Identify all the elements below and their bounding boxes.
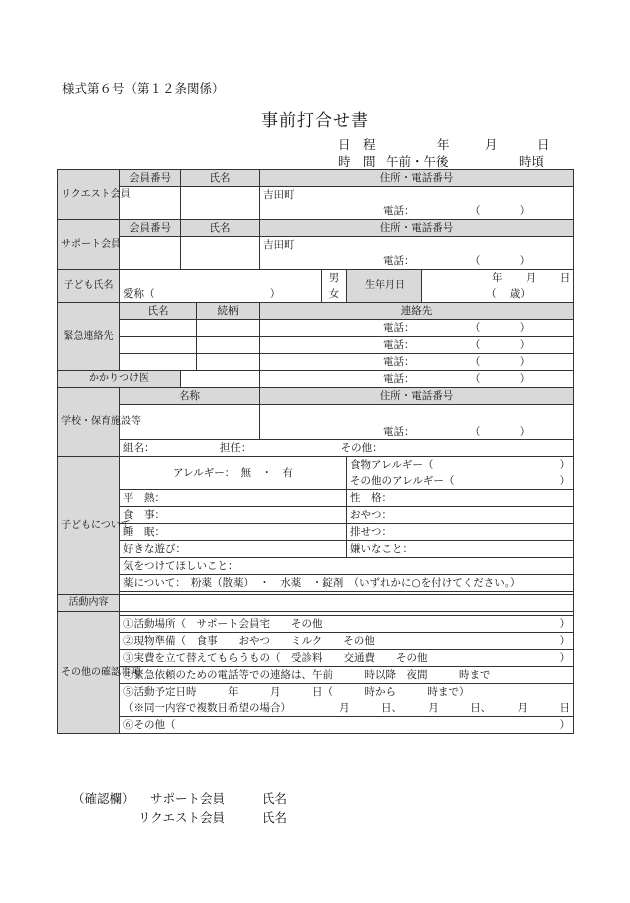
meal-cell[interactable]: 食 事： — [120, 507, 347, 524]
child-birth-label: 生年月日 — [347, 270, 422, 303]
emergency-phone-cell[interactable] — [260, 320, 574, 337]
emergency-relation-cell[interactable] — [197, 354, 260, 371]
about-child-label: 子どもについて — [58, 457, 120, 595]
emergency-row — [58, 354, 574, 371]
child-age-open: （ — [486, 288, 497, 300]
request-col-name: 氏名 — [181, 170, 260, 187]
form-id: 様式第６号（第１２条関係） — [62, 81, 225, 96]
confirm-items-label: その他の確認事項 — [58, 612, 120, 734]
activity-label: 活動内容 — [58, 595, 120, 612]
multiple-dates-fields: 月 日、 月 日、 月 日 — [339, 702, 571, 714]
child-sex-male[interactable]: 男 — [322, 270, 347, 287]
child-name-label: 子ども氏名 — [58, 270, 120, 303]
confirm-item-other-text: ⑥その他（ — [123, 719, 176, 731]
school-phone-cell[interactable] — [260, 405, 574, 440]
favorite-play-cell[interactable]: 好きな遊び： — [120, 541, 347, 558]
emergency-contact-label: 緊急連絡先 — [58, 303, 120, 371]
sleep-cell[interactable]: 睡 眠： — [120, 524, 347, 541]
support-col-name: 氏名 — [181, 220, 260, 237]
school-teacher-label: 担任： — [219, 442, 252, 454]
request-phone-close: ） — [519, 205, 531, 217]
date-month: 月 — [485, 137, 498, 152]
support-member-label: サポート会員 — [58, 220, 120, 270]
confirm-item-expenses-close: ） — [559, 652, 571, 664]
confirm-item-expenses[interactable] — [120, 650, 574, 667]
emergency-name-cell[interactable] — [120, 337, 197, 354]
school-class-row[interactable] — [120, 440, 574, 457]
support-phone-open: （ — [469, 255, 481, 267]
request-col-address: 住所・電話番号 — [260, 170, 574, 187]
emergency-phone-label: 電話： — [383, 322, 415, 334]
emergency-relation-cell[interactable] — [197, 320, 260, 337]
emergency-phone-close: ） — [519, 322, 531, 334]
doctor-phone-label: 電話： — [383, 373, 415, 385]
other-allergy-close: ） — [559, 475, 571, 487]
emergency-name-cell[interactable] — [120, 354, 197, 371]
child-birth-year: 年 — [492, 272, 503, 284]
school-col-name: 名称 — [120, 388, 260, 405]
multiple-dates-note: （※同一内容で複数日希望の場合） — [123, 702, 291, 714]
doctor-phone-close: ） — [519, 373, 531, 385]
allergy-cell[interactable]: アレルギー： 無 ・ 有 — [120, 457, 347, 490]
food-allergy-close: ） — [559, 459, 571, 471]
school-class-label: 組名： — [123, 442, 155, 454]
family-doctor-label: かかりつけ医 — [58, 371, 181, 388]
child-sex-female[interactable]: 女 — [322, 286, 347, 303]
footer-support-name-label: 氏名 — [262, 791, 288, 806]
support-phone-close: ） — [519, 255, 531, 267]
body-temperature-cell[interactable]: 平 熱： — [120, 490, 347, 507]
confirm-item-items-text: ②現物準備（ 食事 おやつ ミルク その他 — [123, 635, 375, 647]
confirm-item-items[interactable] — [120, 633, 574, 650]
child-birth-month: 月 — [525, 272, 537, 284]
child-age-cell[interactable] — [422, 286, 574, 303]
footer-support-member: サポート会員 — [150, 791, 226, 806]
confirm-item-place-close: ） — [559, 618, 571, 630]
date-year: 年 — [437, 137, 450, 152]
date-label: 日 程 — [338, 137, 376, 152]
family-doctor-cell[interactable] — [181, 371, 260, 388]
dislikes-cell[interactable]: 嫌いなこと： — [347, 541, 574, 558]
emergency-row — [58, 320, 574, 337]
emergency-phone-open: （ — [469, 322, 481, 334]
child-nickname-cell[interactable] — [120, 286, 322, 303]
support-name-cell[interactable] — [181, 237, 260, 270]
emergency-relation-cell[interactable] — [197, 337, 260, 354]
other-allergy-cell[interactable] — [347, 473, 574, 490]
other-allergy-label: その他のアレルギー（ — [350, 475, 455, 487]
confirm-item-other[interactable] — [120, 717, 574, 734]
date-day: 日 — [537, 137, 550, 152]
medicine-cell[interactable]: 薬について： 粉薬（散薬） ・ 水薬 ・錠剤 （いずれかに○を付けてください。） — [120, 575, 574, 592]
support-col-member-no: 会員番号 — [120, 220, 181, 237]
emergency-phone-cell[interactable] — [260, 354, 574, 371]
request-town: 吉田町 — [260, 187, 574, 204]
confirm-item-contact-hours[interactable]: ④緊急依頼のための電話等での連絡は、午前 時以降 夜間 時まで — [120, 667, 574, 684]
time-label: 時 間 — [338, 154, 376, 169]
confirm-item-items-close: ） — [559, 635, 571, 647]
confirm-column-label: （確認欄） — [72, 791, 135, 806]
support-member-no-cell[interactable] — [120, 237, 181, 270]
emergency-col-name: 氏名 — [120, 303, 197, 320]
confirm-item-expenses-text: ③実費を立て替えてもらうもの（ 受診料 交通費 その他 — [123, 652, 428, 664]
emergency-phone-cell[interactable] — [260, 337, 574, 354]
support-town: 吉田町 — [260, 237, 574, 254]
support-phone-label: 電話： — [383, 255, 415, 267]
request-phone-cell[interactable] — [260, 203, 574, 220]
emergency-phone-open: （ — [469, 339, 481, 351]
request-col-member-no: 会員番号 — [120, 170, 181, 187]
emergency-col-contact: 連絡先 — [260, 303, 574, 320]
child-birth-day: 日 — [559, 272, 571, 284]
request-phone-label: 電話： — [383, 205, 415, 217]
toilet-cell[interactable]: 排せつ： — [347, 524, 574, 541]
doctor-phone-open: （ — [469, 373, 481, 385]
child-nickname-label: 愛称（ — [123, 288, 155, 300]
school-label: 学校・保育施設等 — [58, 388, 120, 457]
footer-request-name-label: 氏名 — [262, 810, 288, 825]
child-nickname-close: ） — [269, 288, 281, 300]
time-ampm: 午前・午後 — [386, 154, 449, 169]
emergency-phone-label: 電話： — [383, 339, 415, 351]
time-hour: 時頃 — [519, 154, 545, 169]
emergency-phone-close: ） — [519, 356, 531, 368]
request-phone-open: （ — [469, 205, 481, 217]
confirm-item-place[interactable] — [120, 616, 574, 633]
footer-request-member: リクエスト会員 — [138, 810, 226, 825]
school-other-label: その他： — [340, 442, 383, 454]
child-birth-date[interactable] — [422, 270, 574, 287]
request-name-cell[interactable] — [181, 187, 260, 220]
emergency-name-cell[interactable] — [120, 320, 197, 337]
confirm-item-schedule[interactable]: ⑤活動予定日時 年 月 日（ 時から 時まで） — [120, 684, 574, 701]
support-col-address: 住所・電話番号 — [260, 220, 574, 237]
emergency-phone-close: ） — [519, 339, 531, 351]
emergency-phone-open: （ — [469, 356, 481, 368]
support-phone-cell[interactable] — [260, 253, 574, 270]
snack-cell[interactable]: おやつ： — [347, 507, 574, 524]
confirm-item-place-text: ①活動場所（ サポート会員宅 その他 — [123, 618, 323, 630]
family-doctor-phone-cell[interactable] — [260, 371, 574, 388]
confirm-item-other-close: ） — [559, 719, 571, 731]
emergency-phone-label: 電話： — [383, 356, 415, 368]
confirm-item-multiple-dates[interactable] — [120, 700, 574, 717]
request-member-label: リクエスト会員 — [58, 170, 120, 220]
document-title: 事前打合せ書 — [261, 111, 369, 131]
caution-cell[interactable]: 気をつけてほしいこと： — [120, 558, 574, 575]
school-col-address: 住所・電話番号 — [260, 388, 574, 405]
school-phone-open: （ — [469, 426, 481, 438]
food-allergy-cell[interactable] — [347, 457, 574, 474]
character-cell[interactable]: 性 格： — [347, 490, 574, 507]
child-name-cell[interactable] — [120, 270, 322, 287]
school-phone-close: ） — [519, 426, 531, 438]
activity-content-cell[interactable] — [120, 595, 574, 612]
emergency-col-relation: 続柄 — [197, 303, 260, 320]
school-phone-label: 電話： — [383, 426, 415, 438]
emergency-row — [58, 337, 574, 354]
food-allergy-label: 食物アレルギー（ — [350, 459, 434, 471]
child-age-unit: 歳） — [509, 288, 531, 300]
meeting-form-table — [57, 169, 574, 734]
